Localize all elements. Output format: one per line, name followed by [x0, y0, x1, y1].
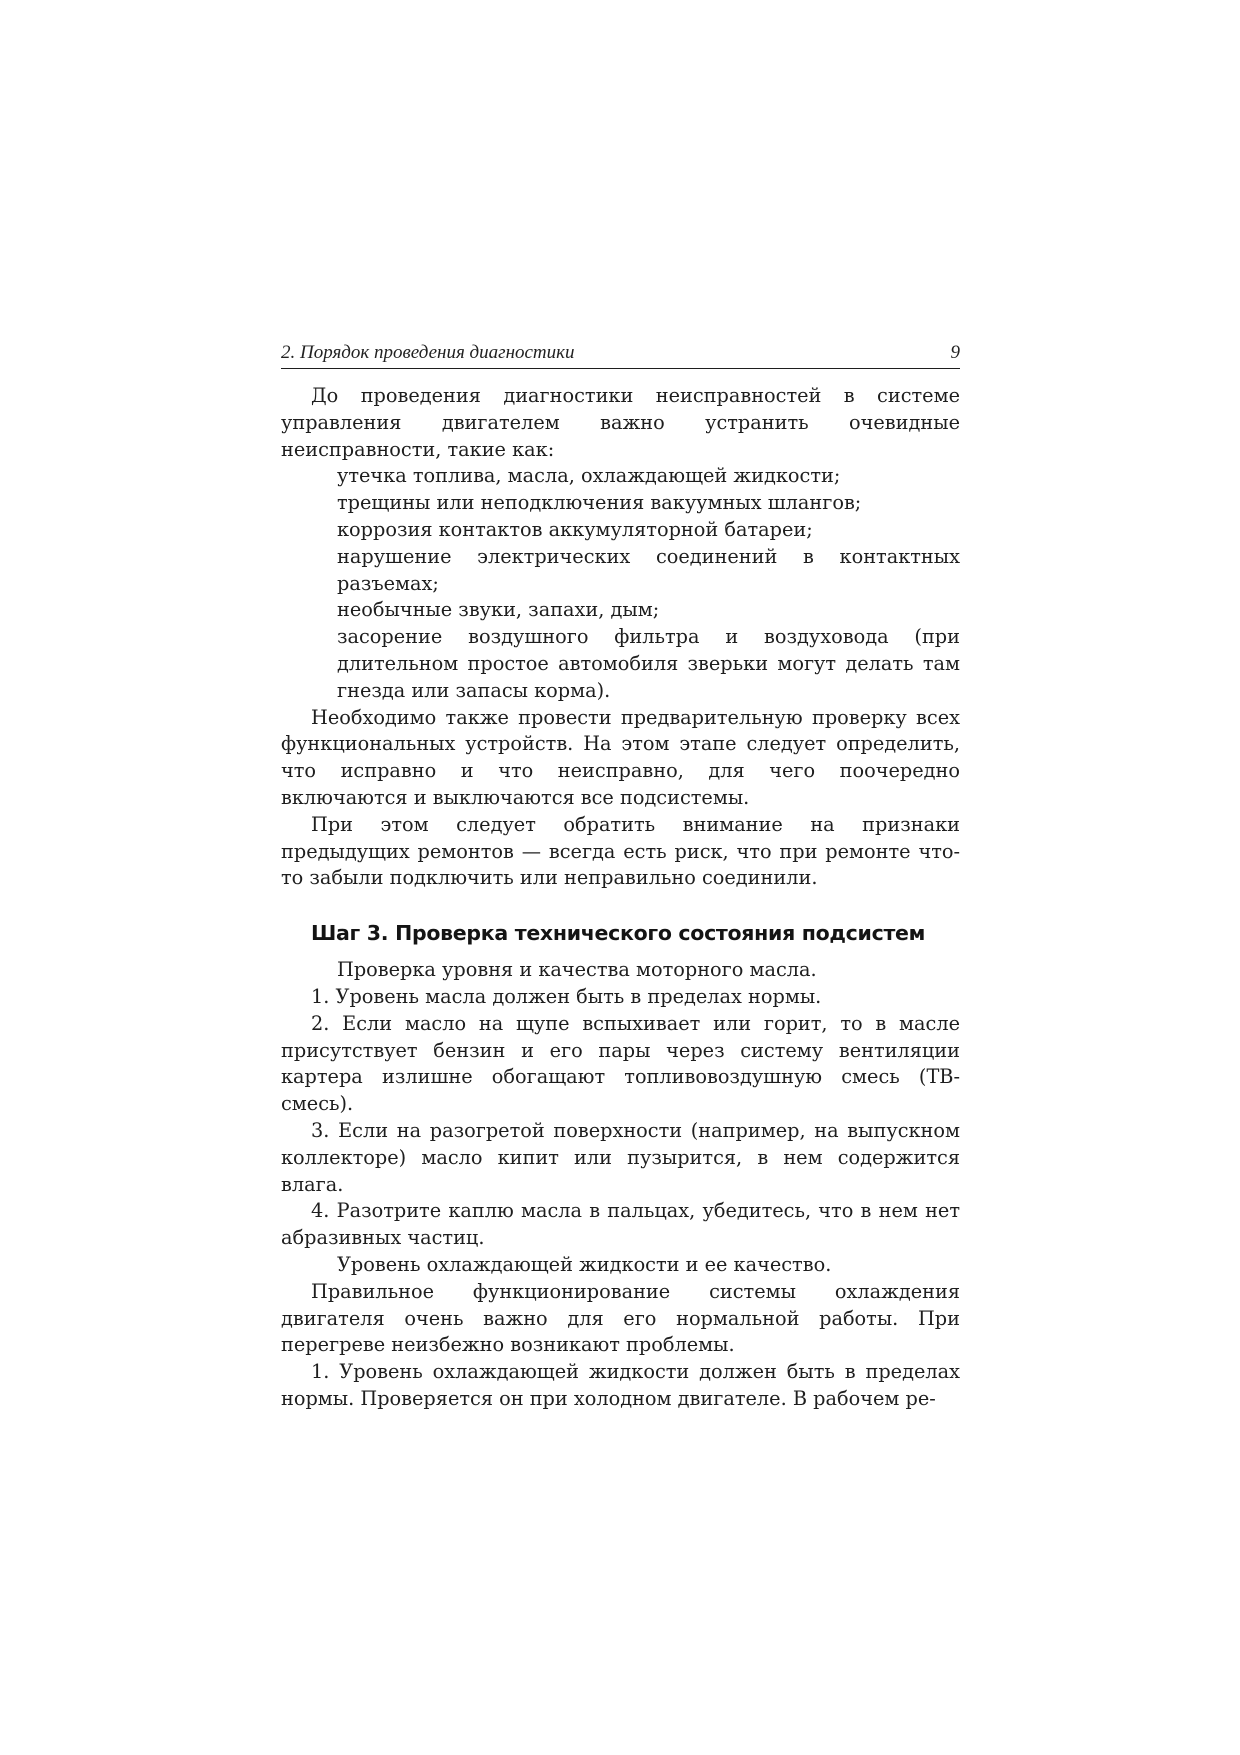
page-body	[281, 383, 960, 1413]
coolant-caption: Уровень охлаждающей жидкости и ее качество.	[337, 1252, 832, 1276]
list-item: утечка топлива, масла, охлаждающей жидкости;	[337, 464, 841, 488]
previous-repairs-paragraph: При этом следует обратить внимание на признаки предыдущих ремонтов — всегда есть риск, что при ремонте что-то забыли подключить или неправильно соединили.	[281, 812, 960, 890]
list-item: нарушение электрических соединений в контактных разъемах;	[337, 544, 960, 595]
list-item: коррозия контактов аккумуляторной батареи;	[337, 517, 813, 541]
running-head	[281, 341, 960, 369]
list-item: трещины или неподключения вакуумных шлангов;	[337, 491, 862, 515]
book-page	[281, 341, 960, 1413]
oil-item-1: 1. Уровень масла должен быть в пределах нормы.	[311, 984, 822, 1008]
coolant-item-1: 1. Уровень охлаждающей жидкости должен быть в пределах нормы. Проверяется он при холодном двигателе. В рабочем ре-	[281, 1360, 960, 1410]
coolant-intro-paragraph: Правильное функционирование системы охлаждения двигателя очень важно для его нормальной работы. При перегреве неизбежно возникают проблемы.	[281, 1279, 960, 1357]
obvious-faults-list	[281, 463, 960, 704]
intro-paragraph: До проведения диагностики неисправностей в системе управления двигателем важно устранить очевидные неисправности, такие как:	[281, 384, 960, 461]
oil-item-2: 2. Если масло на щупе вспыхивает или горит, то в масле присутствует бензин и его пары через систему вентиляции картера излишне обогащают топливовоздушную смесь (ТВ-смесь).	[281, 1011, 960, 1116]
oil-check-caption: Проверка уровня и качества моторного масла.	[337, 958, 817, 982]
chapter-title: 2. Порядок проведения диагностики	[281, 342, 575, 363]
oil-item-4: 4. Разотрите каплю масла в пальцах, убедитесь, что в нем нет абразивных частиц.	[281, 1199, 960, 1250]
page-number: 9	[950, 342, 960, 363]
list-item: необычные звуки, запахи, дым;	[337, 598, 660, 622]
oil-item-3: 3. Если на разогретой поверхности (например, на выпускном коллекторе) масло кипит или пузырится, в нем содержится влага.	[281, 1118, 960, 1196]
list-item: засорение воздушного фильтра и воздуховода (при длительном простое автомобиля зверьки могут делать там гнезда или запасы корма).	[337, 625, 960, 702]
preliminary-check-paragraph: Необходимо также провести предварительную проверку всех функциональных устройств. На этом этапе следует определить, что исправно и что неисправно, для чего поочередно включаются и выключаются все подсистемы.	[281, 705, 960, 809]
section-heading: Шаг 3. Проверка технического состояния подсистем	[311, 921, 926, 946]
